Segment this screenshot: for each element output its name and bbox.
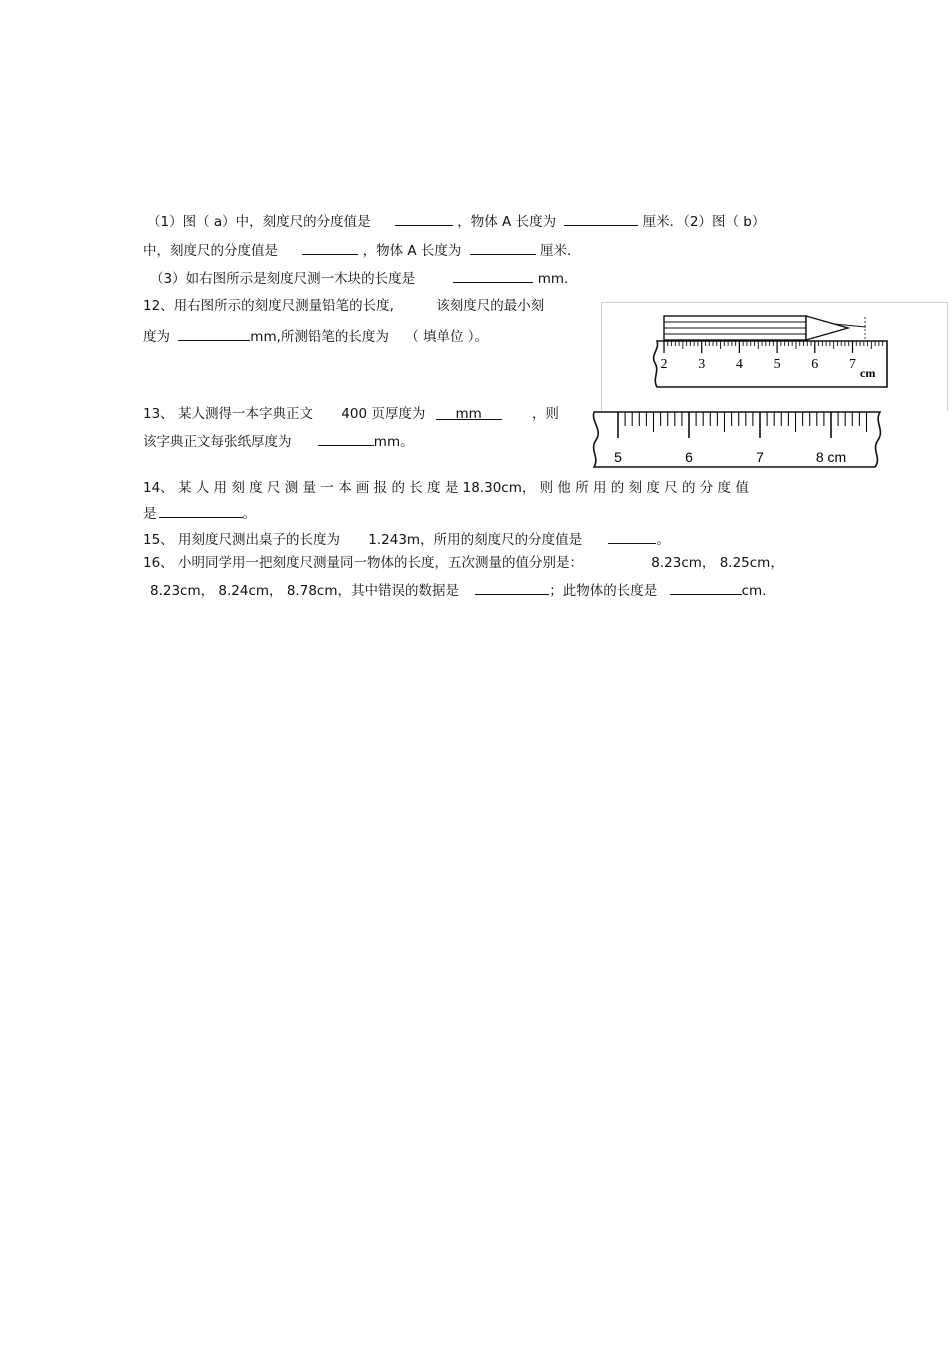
q14-line1 — [143, 479, 749, 497]
q11-part3-text: （3）如右图所示是刻度尺测一木块的长度是 — [150, 271, 416, 287]
q13-per-page-blank[interactable] — [318, 431, 374, 446]
q14-text: 14、 某 人 用 刻 度 尺 测 量 一 本 画 报 的 长 度 是 18.30cm， 则 他 所 用 的 刻 度 尺 的 分 度 值 — [143, 480, 749, 496]
pencil-ruler-svg — [602, 303, 947, 411]
pencil-ruler-label: 7 — [849, 357, 856, 372]
plain-ruler-label: 7 — [756, 449, 764, 465]
q11-a-division-blank[interactable] — [395, 211, 453, 226]
q14-division-blank[interactable] — [159, 503, 243, 518]
pencil-ruler-unit: cm — [860, 366, 876, 380]
q14-line2 — [143, 503, 256, 523]
plain-ruler-label: 8 cm — [815, 449, 847, 465]
q12-text-a: 12、用右图所示的刻度尺测量铅笔的长度, — [143, 298, 394, 314]
q11-b-object-text: ，物体 A 长度为 — [362, 243, 462, 259]
q11-b-text: 中，刻度尺的分度值是 — [143, 243, 278, 259]
q15-division-blank[interactable] — [608, 529, 656, 544]
q12-text-c: 度为 — [143, 329, 170, 345]
q16-line2 — [150, 580, 766, 600]
q11-line2 — [143, 240, 581, 260]
q11-b-unit-text: 厘米． — [540, 243, 581, 259]
pencil-tip — [806, 316, 848, 340]
q12-text-d: ,所测铅笔的长度为 — [276, 329, 389, 345]
q15-text-b: 1.243m，所用的刻度尺的分度值是 — [368, 532, 583, 548]
q11-b-length-blank[interactable] — [470, 240, 536, 255]
q13-unit: mm。 — [373, 434, 414, 450]
q12-text-b: 该刻度尺的最小刻 — [436, 298, 545, 314]
q13-text-c: ，则 — [531, 406, 559, 422]
q11-a-length-blank[interactable] — [564, 211, 638, 226]
q11-b-division-blank[interactable] — [302, 240, 358, 255]
q16-values-a: 8.23cm， 8.25cm， — [651, 555, 784, 571]
q11-line1 — [147, 211, 765, 231]
q15-line — [143, 529, 670, 549]
q13-line1 — [143, 405, 559, 423]
plain-ruler-svg — [588, 410, 888, 470]
q16-length-blank[interactable] — [670, 580, 742, 595]
q13-blank-unit: mm — [455, 406, 482, 422]
q13-thickness-blank[interactable] — [436, 405, 502, 420]
q13-line2 — [143, 431, 414, 451]
q11-object-a-text: ，物体 A 长度为 — [457, 214, 557, 230]
q16-wrong-data-blank[interactable] — [475, 580, 549, 595]
q16-line1 — [143, 554, 784, 572]
q13-text-b: 400 页厚度为 — [341, 406, 426, 422]
plain-ruler-figure — [588, 410, 888, 470]
plain-ruler-label: 5 — [614, 449, 622, 465]
pencil-ruler-label: 6 — [811, 357, 819, 372]
q13-text-d: 该字典正文每张纸厚度为 — [143, 434, 292, 450]
pencil-ruler-label: 4 — [735, 357, 743, 372]
pencil-ruler-label: 5 — [773, 357, 781, 372]
q12-text-e: （ 填单位 ）。 — [405, 329, 489, 345]
q16-unit: cm. — [741, 583, 767, 599]
q16-values-b: 8.23cm， 8.24cm， 8.78cm，其中错误的数据是 — [150, 583, 459, 599]
plain-ruler-label: 6 — [685, 449, 693, 465]
q12-min-division-blank[interactable] — [178, 326, 250, 341]
q14-text-b: 是 — [143, 506, 157, 522]
q16-text-b: ；此物体的长度是 — [549, 583, 658, 599]
q15-end: 。 — [656, 532, 670, 548]
q15-text-a: 15、 用刻度尺测出桌子的长度为 — [143, 532, 340, 548]
q11-wood-length-blank[interactable] — [453, 268, 533, 283]
q11-part2-text: 厘米．（2）图（ b） — [642, 214, 766, 230]
q13-text-a: 13、 某人测得一本字典正文 — [143, 406, 313, 422]
q12-unit: mm — [250, 329, 277, 345]
q12-line1 — [143, 297, 544, 315]
pencil-ruler-label: 2 — [660, 357, 668, 372]
q11-line3 — [150, 268, 568, 288]
pencil-ruler-figure — [601, 302, 948, 411]
q14-end: 。 — [242, 506, 256, 522]
q16-text-a: 16、 小明同学用一把刻度尺测量同一物体的长度，五次测量的值分别是： — [143, 555, 583, 571]
q11-wood-unit: mm. — [537, 271, 569, 287]
q11-part1-text: （1）图（ a）中，刻度尺的分度值是 — [147, 214, 371, 230]
q12-line2 — [143, 326, 488, 346]
pencil-ruler-label: 3 — [698, 357, 706, 372]
